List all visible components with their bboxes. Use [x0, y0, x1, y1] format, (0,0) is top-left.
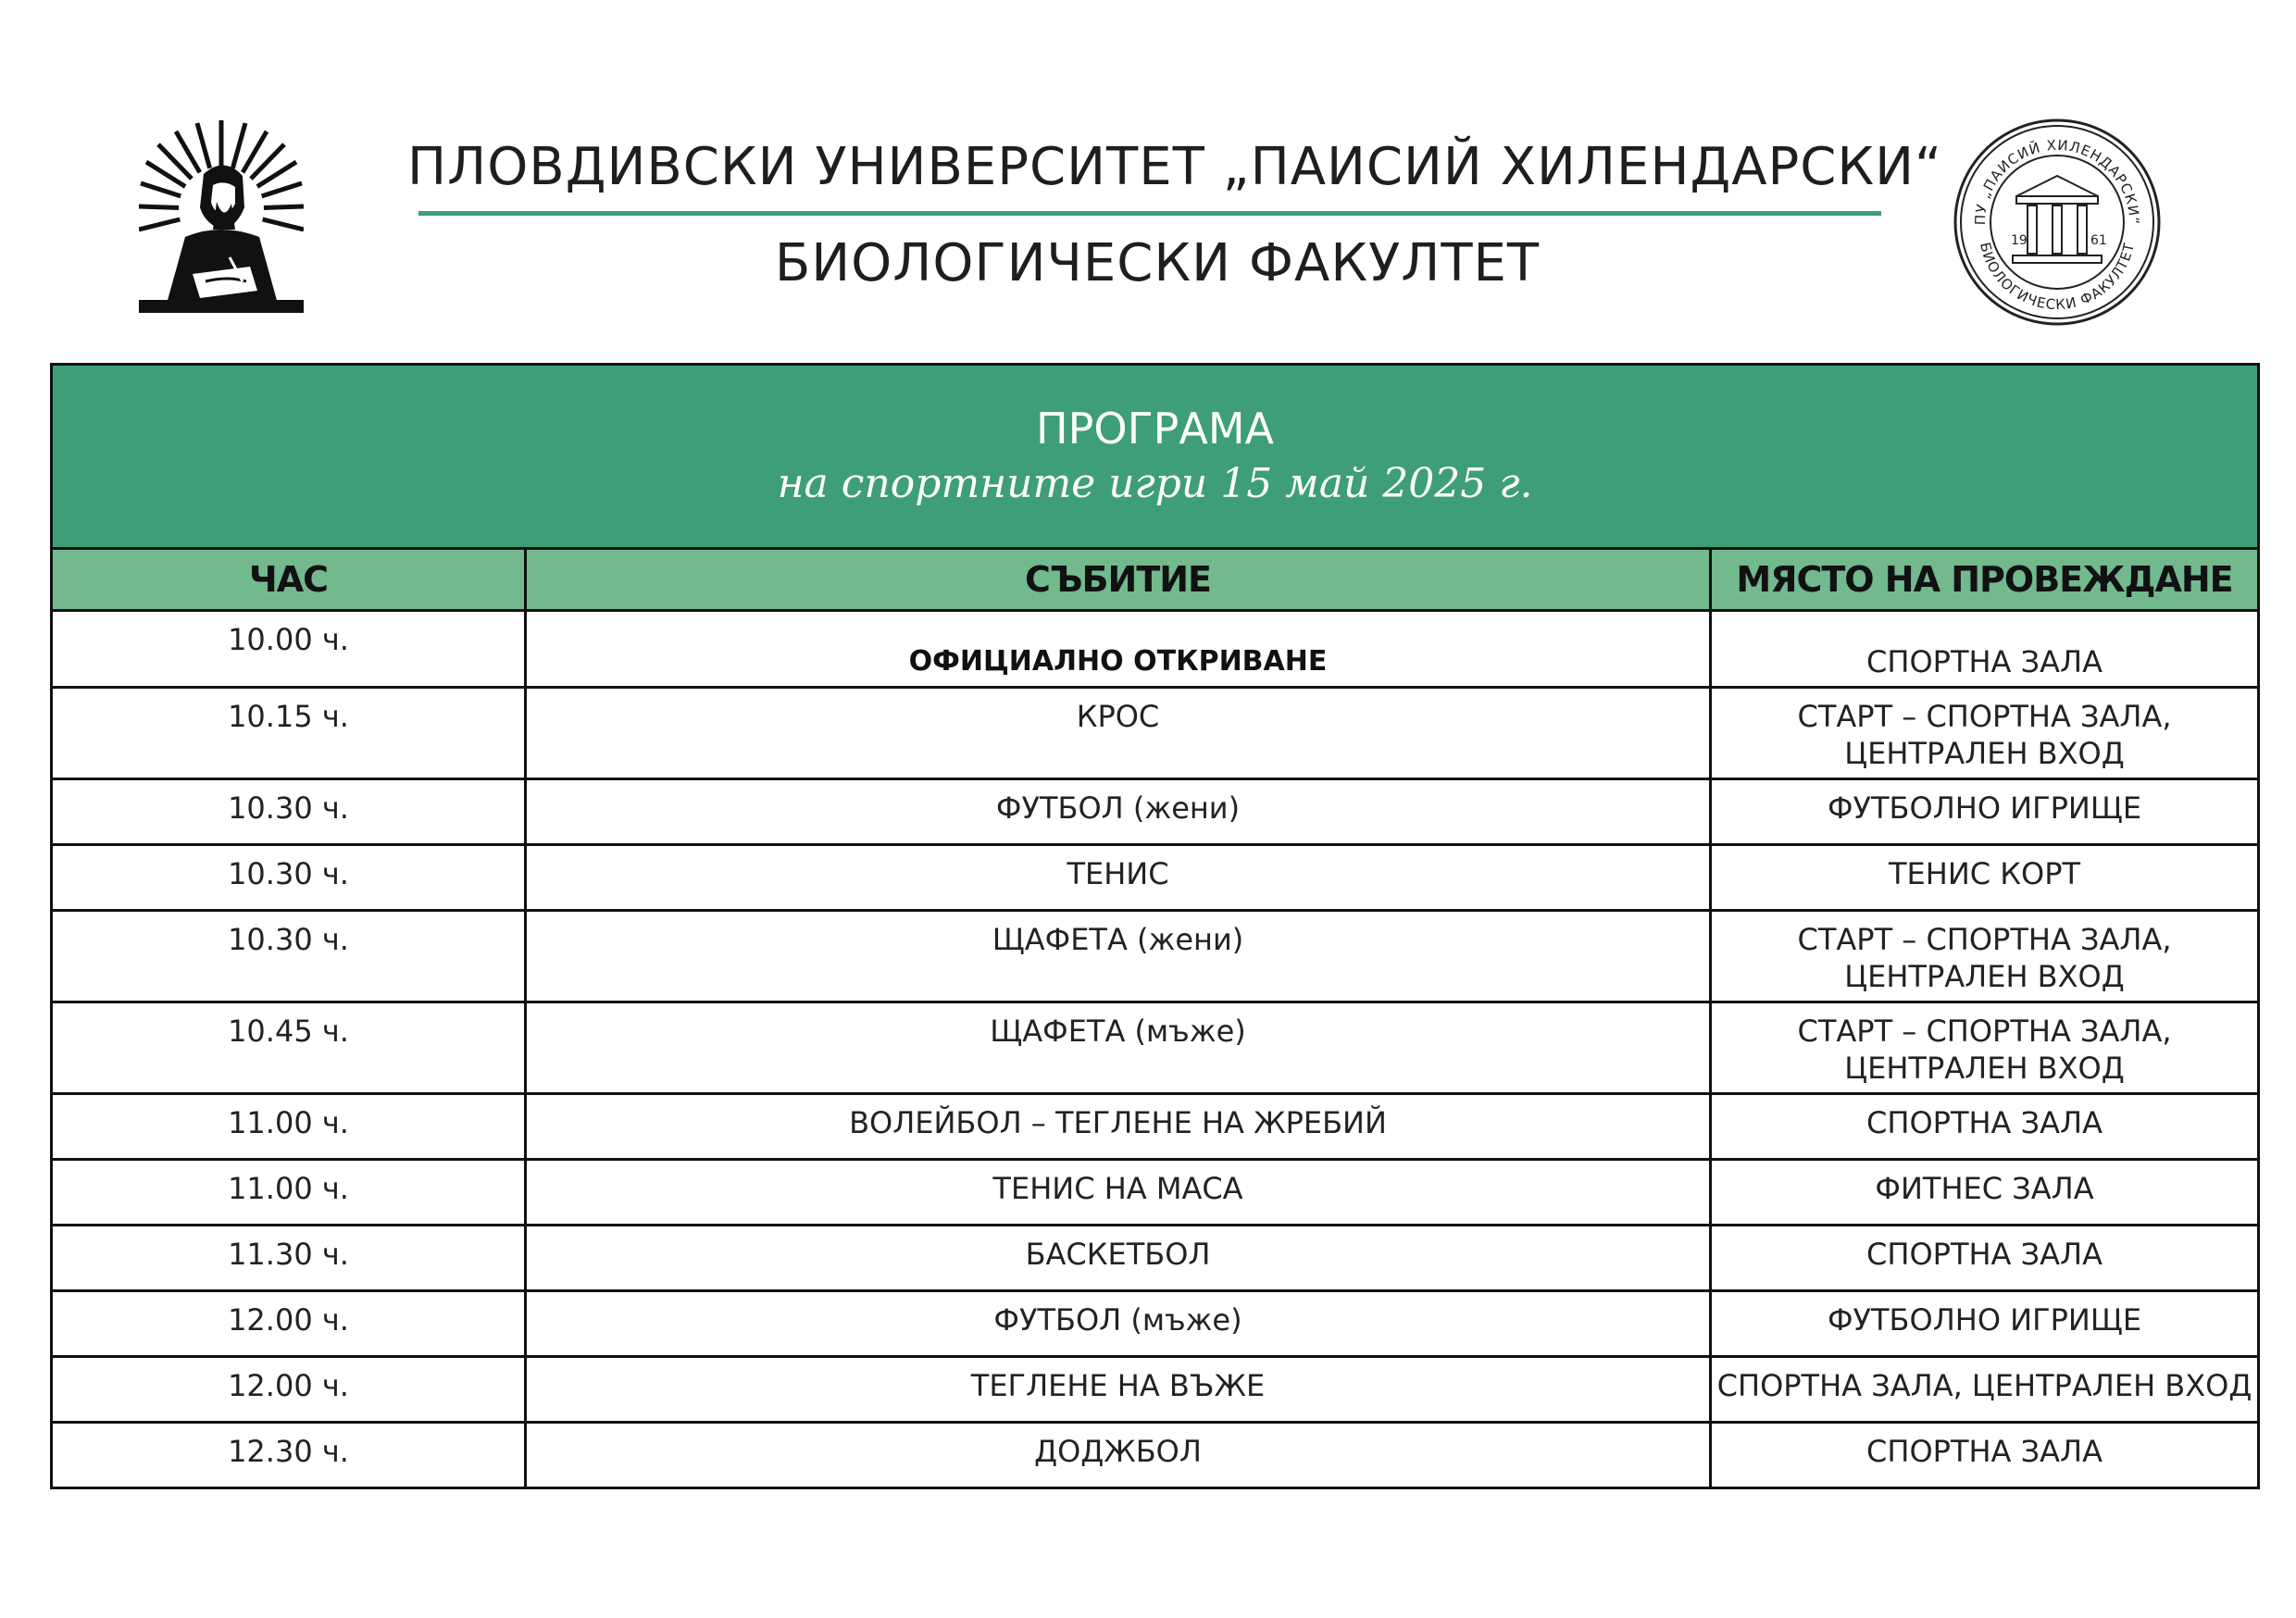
place-cell: СПОРТНА ЗАЛА: [1711, 611, 2259, 688]
table-row: [52, 1226, 2259, 1291]
time-cell: 12.00 ч.: [52, 1357, 526, 1423]
event-cell: ФУТБОЛ (мъже): [526, 1291, 1711, 1357]
place-cell: СПОРТНА ЗАЛА: [1711, 1423, 2259, 1488]
event-cell: ВОЛЕЙБОЛ – ТЕГЛЕНЕ НА ЖРЕБИЙ: [526, 1094, 1711, 1160]
event-cell: ДОДЖБОЛ: [526, 1423, 1711, 1488]
time-cell: 10.15 ч.: [52, 688, 526, 779]
time-cell: 10.00 ч.: [52, 611, 526, 688]
table-row: [52, 1160, 2259, 1226]
column-header-place: МЯСТО НА ПРОВЕЖДАНЕ: [1711, 549, 2259, 611]
program-banner: [52, 365, 2259, 549]
table-row: [52, 779, 2259, 845]
time-cell: 11.00 ч.: [52, 1094, 526, 1160]
university-name: ПЛОВДИВСКИ УНИВЕРСИТЕТ „ПАИСИЙ ХИЛЕНДАРСКИ“: [407, 137, 1943, 197]
place-cell: ФУТБОЛНО ИГРИЩЕ: [1711, 1291, 2259, 1357]
table-row: [52, 1002, 2259, 1094]
header-divider: [418, 211, 1881, 216]
time-cell: 11.00 ч.: [52, 1160, 526, 1226]
table-row: [52, 1357, 2259, 1423]
place-cell: [1711, 688, 2259, 779]
event-cell: ОФИЦИАЛНО ОТКРИВАНЕ: [526, 611, 1711, 688]
table-row: [52, 1423, 2259, 1488]
program-subtitle: на спортните игри 15 май 2025 г.: [777, 460, 1533, 507]
svg-text:19: 19: [2011, 233, 2028, 248]
time-cell: 10.30 ч.: [52, 779, 526, 845]
column-header-time: ЧАС: [52, 549, 526, 611]
place-line-2: ЦЕНТРАЛЕН ВХОД: [1844, 959, 2125, 994]
time-cell: 10.30 ч.: [52, 845, 526, 911]
table-row: [52, 688, 2259, 779]
program-table: [50, 363, 2260, 1489]
table-header-row: [52, 549, 2259, 611]
event-cell: ЩАФЕТА (мъже): [526, 1002, 1711, 1094]
paisiy-hilendarski-logo: [139, 118, 304, 313]
place-cell: СПОРТНА ЗАЛА: [1711, 1226, 2259, 1291]
table-row: [52, 611, 2259, 688]
time-cell: 12.30 ч.: [52, 1423, 526, 1488]
table-row: [52, 1291, 2259, 1357]
place-cell: [1711, 911, 2259, 1002]
place-line-2: ЦЕНТРАЛЕН ВХОД: [1844, 1051, 2125, 1086]
table-row: [52, 845, 2259, 911]
place-cell: ФУТБОЛНО ИГРИЩЕ: [1711, 779, 2259, 845]
place-cell: ТЕНИС КОРТ: [1711, 845, 2259, 911]
column-header-event: СЪБИТИЕ: [526, 549, 1711, 611]
time-cell: 10.30 ч.: [52, 911, 526, 1002]
place-cell: СПОРТНА ЗАЛА, ЦЕНТРАЛЕН ВХОД: [1711, 1357, 2259, 1423]
faculty-seal: [1952, 117, 2163, 328]
place-line-1: СТАРТ – СПОРТНА ЗАЛА,: [1797, 1014, 2172, 1049]
time-cell: 11.30 ч.: [52, 1226, 526, 1291]
program-title: ПРОГРАМА: [1036, 404, 1274, 454]
place-line-2: ЦЕНТРАЛЕН ВХОД: [1844, 736, 2125, 771]
svg-text:ПУ „ПАИСИЙ ХИЛЕНДАРСКИ“: ПУ „ПАИСИЙ ХИЛЕНДАРСКИ“: [1971, 136, 2143, 226]
table-row: [52, 1094, 2259, 1160]
place-cell: ФИТНЕС ЗАЛА: [1711, 1160, 2259, 1226]
event-cell: ТЕНИС: [526, 845, 1711, 911]
time-cell: 10.45 ч.: [52, 1002, 526, 1094]
event-cell: ТЕНИС НА МАСА: [526, 1160, 1711, 1226]
faculty-name: БИОЛОГИЧЕСКИ ФАКУЛТЕТ: [774, 233, 1541, 293]
event-cell: ТЕГЛЕНЕ НА ВЪЖЕ: [526, 1357, 1711, 1423]
svg-text:БИОЛОГИЧЕСКИ ФАКУЛТЕТ: БИОЛОГИЧЕСКИ ФАКУЛТЕТ: [1976, 241, 2139, 314]
place-line-1: СТАРТ – СПОРТНА ЗАЛА,: [1797, 922, 2172, 957]
place-cell: [1711, 1002, 2259, 1094]
table-row: [52, 911, 2259, 1002]
place-cell: СПОРТНА ЗАЛА: [1711, 1094, 2259, 1160]
event-cell: ФУТБОЛ (жени): [526, 779, 1711, 845]
event-cell: БАСКЕТБОЛ: [526, 1226, 1711, 1291]
svg-text:61: 61: [2090, 233, 2107, 248]
event-cell: ЩАФЕТА (жени): [526, 911, 1711, 1002]
place-line-1: СТАРТ – СПОРТНА ЗАЛА,: [1797, 699, 2172, 734]
time-cell: 12.00 ч.: [52, 1291, 526, 1357]
event-cell: КРОС: [526, 688, 1711, 779]
